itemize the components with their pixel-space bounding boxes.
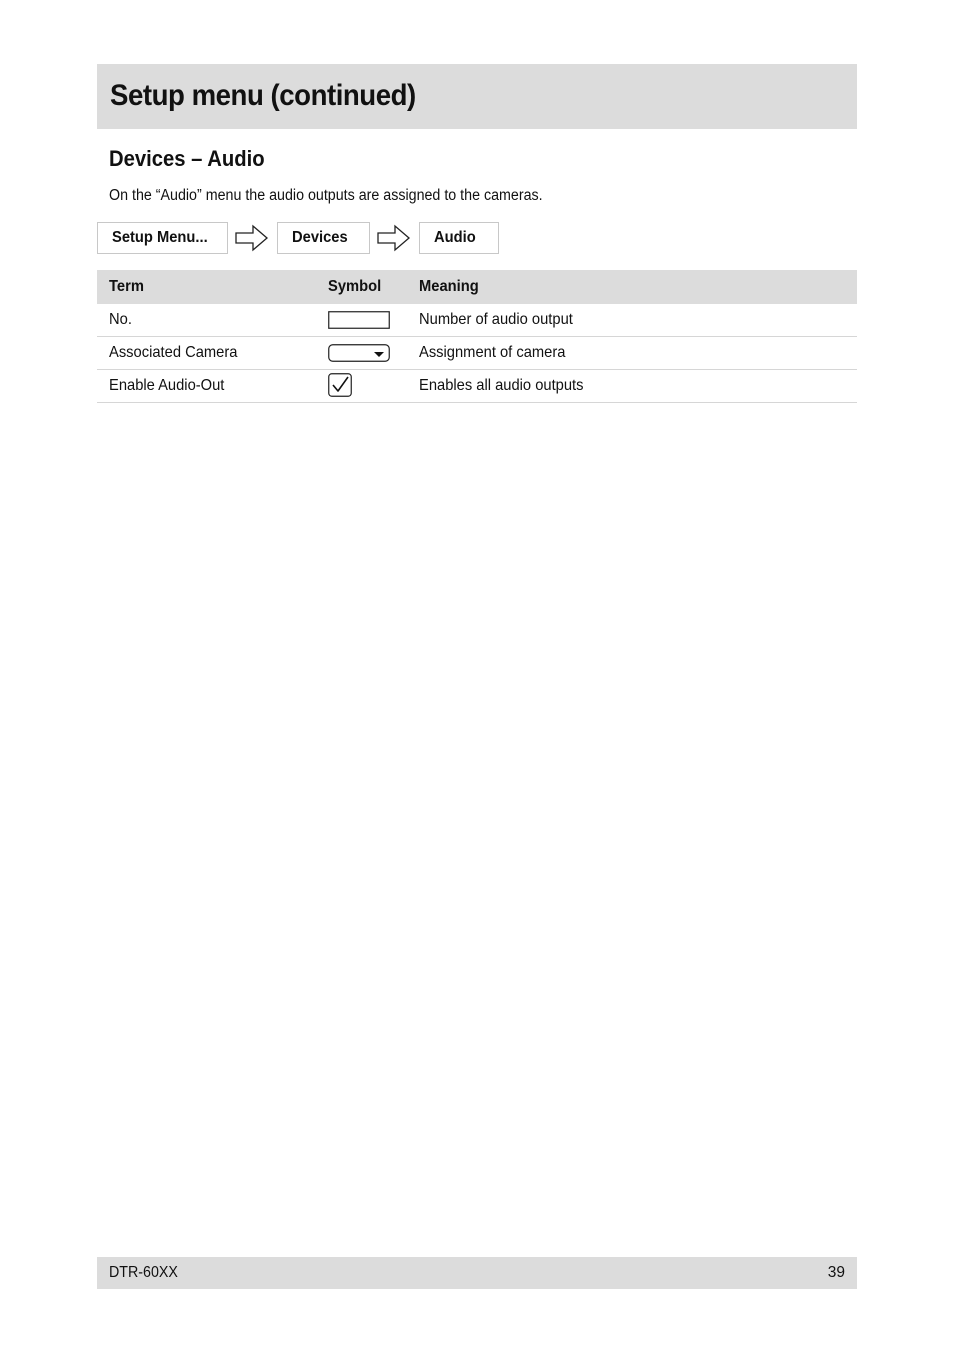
checkbox-icon (328, 373, 353, 398)
title-bar (97, 64, 857, 129)
table-header (97, 270, 857, 304)
breadcrumb-devices[interactable] (277, 222, 370, 254)
arrow-right-icon (235, 224, 269, 252)
breadcrumb-label: Setup Menu... (112, 229, 208, 246)
footer-model: DTR-60XX (109, 1264, 178, 1281)
table-row (97, 337, 857, 370)
header-meaning: Meaning (419, 278, 479, 295)
breadcrumb-label: Devices (292, 229, 348, 246)
section-title: Devices – Audio (109, 146, 265, 171)
intro-text: On the “Audio” menu the audio outputs are assigned to the cameras. (109, 187, 543, 204)
page-footer (97, 1257, 857, 1289)
arrow-right-icon (377, 224, 411, 252)
breadcrumb-label: Audio (434, 229, 476, 246)
text-field-icon (328, 311, 390, 330)
term-cell: Associated Camera (109, 344, 238, 361)
term-cell: Enable Audio-Out (109, 377, 225, 394)
term-cell: No. (109, 311, 132, 328)
table-row (97, 370, 857, 403)
meaning-cell: Number of audio output (419, 311, 573, 328)
header-symbol: Symbol (328, 278, 382, 295)
breadcrumb-setup-menu[interactable] (97, 222, 228, 254)
table-row (97, 304, 857, 337)
header-term: Term (109, 278, 144, 295)
dropdown-icon (328, 344, 390, 363)
page-number: 39 (827, 1264, 845, 1281)
meaning-cell: Assignment of camera (419, 344, 566, 361)
breadcrumb-audio[interactable] (419, 222, 499, 254)
meaning-cell: Enables all audio outputs (419, 377, 584, 394)
page-title: Setup menu (continued) (110, 79, 416, 112)
